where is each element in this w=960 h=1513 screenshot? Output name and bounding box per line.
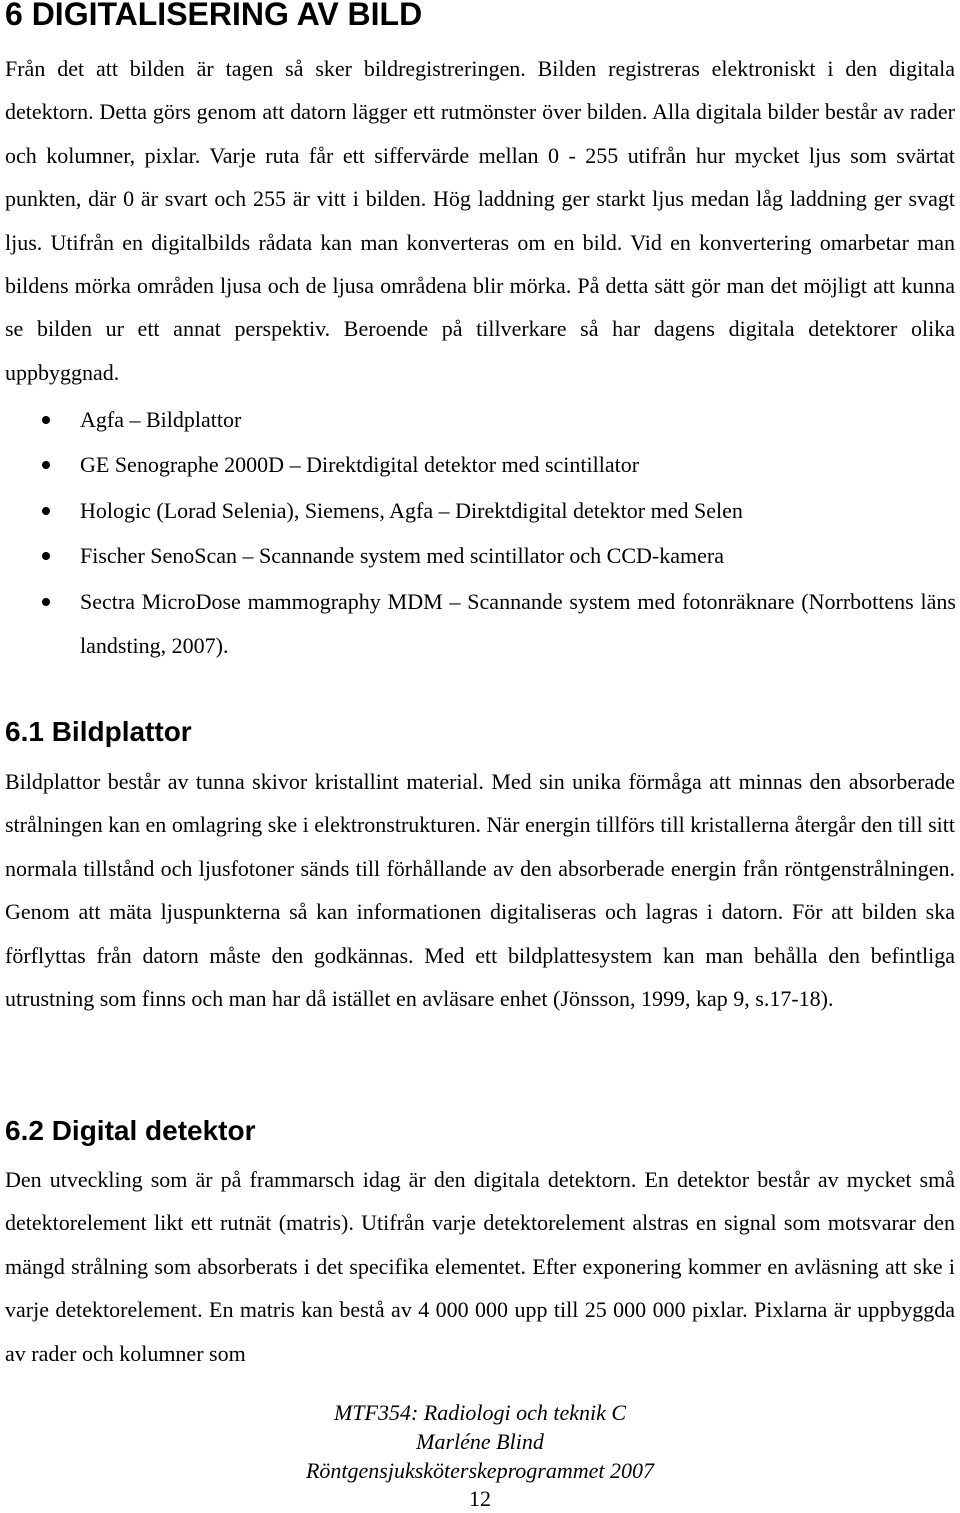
list-item-text: Sectra MicroDose mammography MDM – Scannande system med fotonräknare (Norrbottens läns landsting, 2007).	[80, 588, 956, 658]
page-number: 12	[469, 1486, 491, 1511]
footer-course: MTF354: Radiologi och teknik C	[333, 1400, 627, 1425]
bildplattor-paragraph: Bildplattor består av tunna skivor kristallint material. Med sin unika förmåga att minnas den absorberade strålningen kan en omlagring ske i elektronstrukturen. När energin tillförs till kristallerna återgår den till sitt normala tillstånd och ljusfotoner sänds till förhållande av den absorberade energin från röntgenstrålningen. Genom att mäta ljuspunkterna så kan informationen digitaliseras och lagras i datorn. För att bilden ska förflyttas från datorn måste den godkännas. Med ett bildplattesystem kan man behålla den befintliga utrustning som finns och man har då istället en avläsare enhet (Jönsson, 1999, kap 9, s.17-18).	[5, 769, 955, 1012]
list-item	[0, 398, 956, 442]
list-item	[0, 489, 956, 533]
subsection-title-bildplattor: 6.1 Bildplattor	[5, 716, 192, 747]
list-item-text: Agfa – Bildplattor	[80, 407, 242, 432]
intro-paragraph: Från det att bilden är tagen så sker bildregistreringen. Bilden registreras elektroniskt i den digitala detektorn. Detta görs genom att datorn lägger ett rutmönster över bilden. Alla digitala bilder består av rader och kolumner, pixlar. Varje ruta får ett siffervärde mellan 0 - 255 utifrån hur mycket ljus som svärtat punkten, där 0 är svart och 255 är vitt i bilden. Hög laddning ger starkt ljus medan låg laddning ger svagt ljus. Utifrån en digitalbilds rådata kan man konverteras om en bild. Vid en konvertering omarbetar man bildens mörka områden ljusa och de ljusa områdena blir mörka. På detta sätt gör man det möjligt att kunna se bilden ur ett annat perspektiv. Beroende på tillverkare så har dagens digitala detektorer olika uppbyggnad.	[5, 56, 955, 385]
list-item-text: GE Senographe 2000D – Direktdigital detektor med scintillator	[80, 452, 640, 478]
footer-author: Marléne Blind	[416, 1429, 544, 1454]
bullet-icon	[42, 416, 50, 424]
bullet-icon	[42, 507, 50, 515]
bullet-icon	[42, 461, 50, 469]
list-item-text: Fischer SenoScan – Scannande system med scintillator och CCD-kamera	[80, 543, 724, 569]
digital-detektor-paragraph: Den utveckling som är på frammarsch idag är den digitala detektorn. En detektor består av mycket små detektorelement likt ett rutnät (matris). Utifrån varje detektorelement alstras en signal som motsvarar den mängd strålning som absorberats i det specifika elementet. Efter exponering kommer en avläsning att ske i varje detektorelement. En matris kan bestå av 4 000 000 upp till 25 000 000 pixlar. Pixlarna är uppbyggda av rader och kolumner som	[5, 1167, 955, 1366]
subsection-title-digital-detektor: 6.2 Digital detektor	[5, 1115, 256, 1146]
bullet-icon	[42, 598, 50, 606]
list-item	[0, 580, 956, 668]
list-item	[0, 443, 956, 487]
section-title: 6 DIGITALISERING AV BILD	[5, 0, 423, 32]
list-item	[0, 534, 956, 578]
manufacturer-list	[0, 398, 960, 669]
list-item-text: Hologic (Lorad Selenia), Siemens, Agfa – Direktdigital detektor med Selen	[80, 497, 743, 523]
footer-program: Röntgensjuksköterskeprogrammet 2007	[305, 1458, 655, 1483]
bullet-icon	[42, 552, 50, 560]
